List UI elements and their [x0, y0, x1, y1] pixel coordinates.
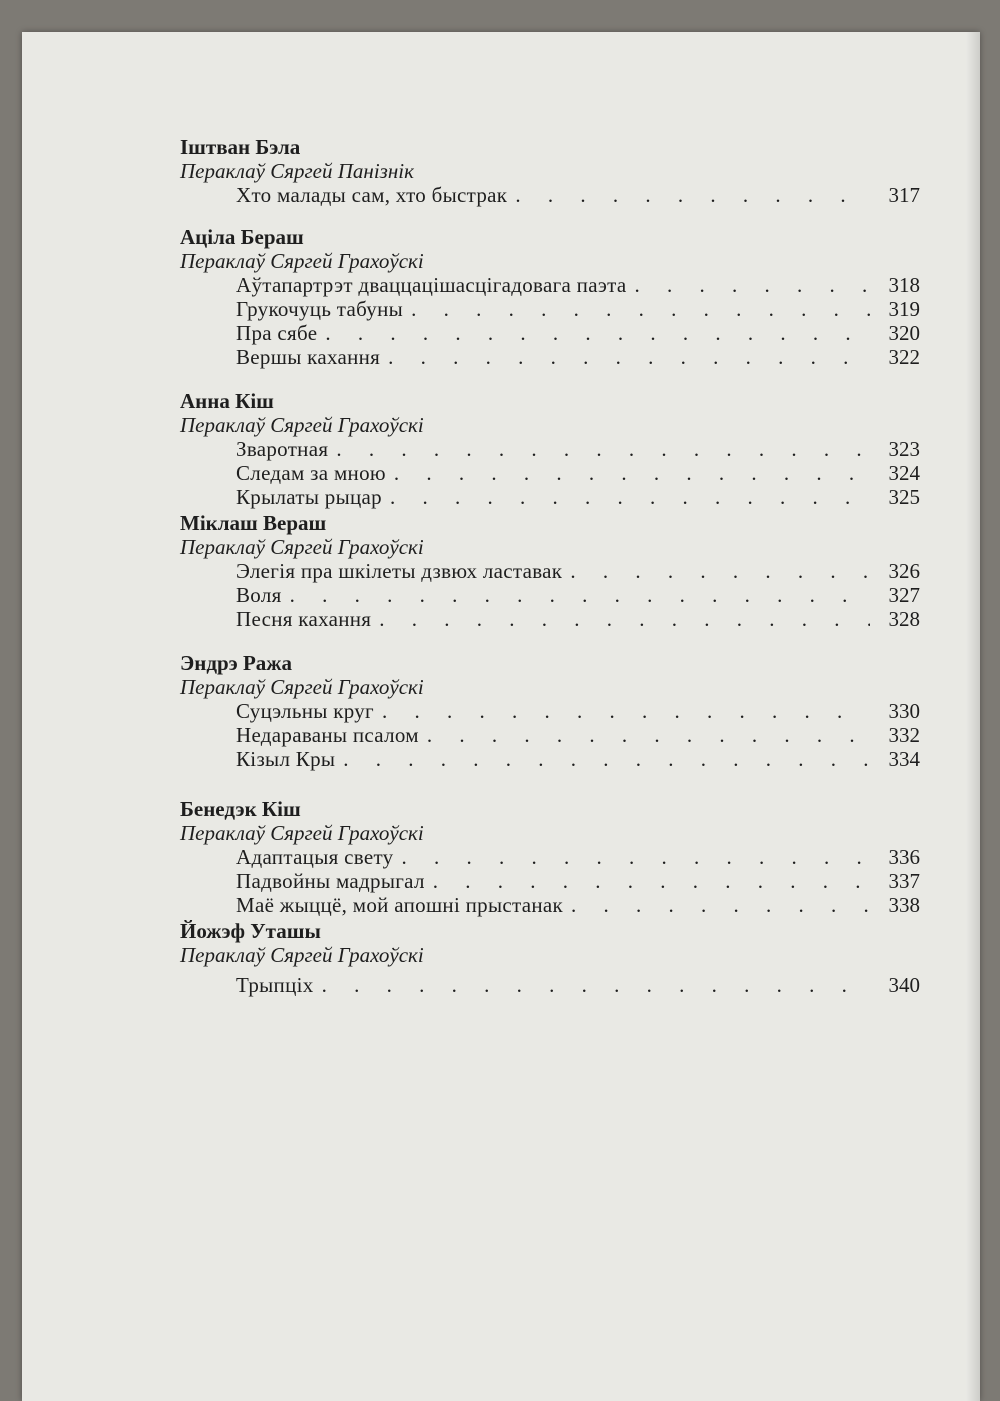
author-name: Анна Кіш: [180, 389, 274, 413]
toc-entry: [236, 845, 920, 869]
leader-dots: [570, 559, 870, 583]
poem-title: Грукочуць табуны: [236, 297, 404, 321]
toc-entry: [236, 461, 920, 485]
author-block-7: [180, 919, 920, 997]
page-number: 330: [888, 699, 920, 723]
translator-credit: Пераклаў Сяргей Грахоўскі: [180, 413, 424, 437]
leader-dots: [390, 485, 870, 509]
poem-title: Элегія пра шкілеты дзвюх ластавак: [236, 559, 563, 583]
toc-entry: [236, 559, 920, 583]
page-number: 327: [888, 583, 920, 607]
author-block-3: [180, 389, 920, 509]
poem-title: Адаптацыя свету: [236, 845, 394, 869]
toc-entry: [236, 273, 920, 297]
leader-dots: [379, 607, 870, 631]
leader-dots: [401, 845, 870, 869]
leader-dots: [411, 297, 870, 321]
translator-credit: Пераклаў Сяргей Грахоўскі: [180, 535, 424, 559]
author-name: Іштван Бэла: [180, 135, 301, 159]
poem-title: Суцэльны круг: [236, 699, 374, 723]
poem-title: Песня кахання: [236, 607, 372, 631]
author-block-1: [180, 135, 920, 207]
page-number: 340: [888, 973, 920, 997]
book-page: [22, 32, 980, 1401]
toc-entry: [236, 345, 920, 369]
author-name: Йожэф Уташы: [180, 919, 321, 943]
translator-credit: Пераклаў Сяргей Грахоўскі: [180, 943, 424, 967]
page-number: 322: [888, 345, 920, 369]
leader-dots: [515, 183, 870, 207]
page-number: 337: [888, 869, 920, 893]
poem-title: Воля: [236, 583, 282, 607]
table-of-contents: [180, 135, 920, 997]
page-number: 328: [888, 607, 920, 631]
toc-entry: [236, 973, 920, 997]
page-number: 325: [888, 485, 920, 509]
toc-entry: [236, 699, 920, 723]
toc-entry: [236, 485, 920, 509]
author-name: Міклаш Вераш: [180, 511, 327, 535]
author-block-6: [180, 797, 920, 917]
poem-title: Хто малады сам, хто быстрак: [236, 183, 508, 207]
author-block-5: [180, 651, 920, 771]
toc-entry: [236, 893, 920, 917]
page-number: 317: [888, 183, 920, 207]
page-number: 324: [888, 461, 920, 485]
page-number: 323: [888, 437, 920, 461]
toc-entry: [236, 869, 920, 893]
poem-title: Аўтапартрэт дваццацішасцігадовага паэта: [236, 273, 627, 297]
author-block-2: [180, 225, 920, 369]
leader-dots: [290, 583, 870, 607]
page-number: 334: [888, 747, 920, 771]
page-number: 318: [888, 273, 920, 297]
author-block-4: [180, 511, 920, 631]
toc-entry: [236, 321, 920, 345]
translator-credit: Пераклаў Сяргей Грахоўскі: [180, 821, 424, 845]
page-number: 338: [888, 893, 920, 917]
poem-title: Маё жыццё, мой апошні прыстанак: [236, 893, 564, 917]
leader-dots: [322, 973, 870, 997]
leader-dots: [635, 273, 870, 297]
page-number: 336: [888, 845, 920, 869]
toc-entry: [236, 183, 920, 207]
poem-title: Кізыл Кры: [236, 747, 336, 771]
leader-dots: [394, 461, 870, 485]
poem-title: Пра сябе: [236, 321, 318, 345]
poem-title: Вершы кахання: [236, 345, 381, 369]
poem-title: Следам за мною: [236, 461, 386, 485]
toc-entry: [236, 583, 920, 607]
poem-title: Недараваны псалом: [236, 723, 419, 747]
toc-entry: [236, 607, 920, 631]
page-number: 326: [888, 559, 920, 583]
author-name: Аціла Бераш: [180, 225, 304, 249]
toc-entry: [236, 723, 920, 747]
page-number: 332: [888, 723, 920, 747]
toc-entry: [236, 297, 920, 321]
translator-credit: Пераклаў Сяргей Грахоўскі: [180, 675, 424, 699]
leader-dots: [336, 437, 870, 461]
toc-entry: [236, 747, 920, 771]
leader-dots: [325, 321, 870, 345]
poem-title: Зваротная: [236, 437, 329, 461]
author-name: Бенедэк Кіш: [180, 797, 301, 821]
leader-dots: [427, 723, 870, 747]
poem-title: Крылаты рыцар: [236, 485, 382, 509]
leader-dots: [343, 747, 870, 771]
translator-credit: Пераклаў Сяргей Панізнік: [180, 159, 414, 183]
poem-title: Трыпціх: [236, 973, 314, 997]
poem-title: Падвойны мадрыгал: [236, 869, 425, 893]
page-number: 320: [888, 321, 920, 345]
toc-entry: [236, 437, 920, 461]
author-name: Эндрэ Ража: [180, 651, 293, 675]
translator-credit: Пераклаў Сяргей Грахоўскі: [180, 249, 424, 273]
leader-dots: [388, 345, 870, 369]
leader-dots: [382, 699, 870, 723]
leader-dots: [433, 869, 870, 893]
leader-dots: [571, 893, 870, 917]
page-number: 319: [888, 297, 920, 321]
